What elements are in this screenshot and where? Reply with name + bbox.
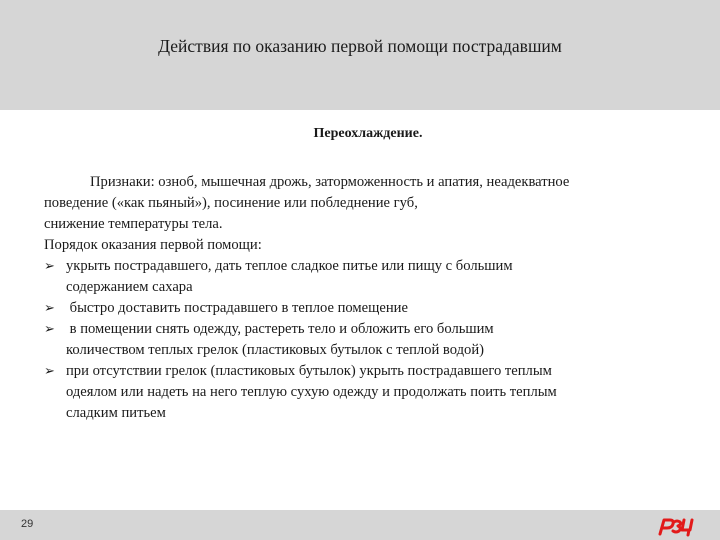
arrowhead-bullet-icon: ➢	[44, 259, 55, 274]
footer-band	[0, 510, 720, 540]
body-text	[44, 172, 714, 424]
signs-line: Признаки: озноб, мышечная дрожь, заторможенность и апатия, неадекватное	[90, 174, 570, 190]
page-number: 29	[21, 518, 34, 530]
arrowhead-bullet-icon: ➢	[44, 301, 55, 316]
bullet-item	[44, 298, 714, 319]
rzd-logo-icon	[656, 512, 698, 538]
bullet-item	[44, 256, 714, 298]
bullet-item	[44, 319, 714, 361]
bullet-line: при отсутствии грелок (пластиковых бутылок) укрыть пострадавшего теплым	[66, 363, 552, 379]
header-band	[0, 0, 720, 110]
signs-line: поведение («как пьяный»), посинение или побледнение губ,	[44, 195, 418, 211]
signs-line: снижение температуры тела.	[44, 216, 223, 232]
bullet-line: сладким питьем	[66, 405, 166, 421]
bullet-item	[44, 361, 714, 424]
arrowhead-bullet-icon: ➢	[44, 364, 55, 379]
bullet-line: в помещении снять одежду, растереть тело и обложить его большим	[66, 321, 494, 337]
section-subtitle: Переохлаждение.	[313, 126, 423, 141]
bullet-line: быстро доставить пострадавшего в теплое помещение	[66, 300, 408, 316]
bullet-line: содержанием сахара	[66, 279, 193, 295]
bullet-line: укрыть пострадавшего, дать теплое сладкое питье или пищу с большим	[66, 258, 513, 274]
slide-title: Действия по оказанию первой помощи пострадавшим	[158, 36, 562, 56]
bullet-line: одеялом или надеть на него теплую сухую одежду и продолжать поить теплым	[66, 384, 557, 400]
arrowhead-bullet-icon: ➢	[44, 322, 55, 337]
procedure-heading: Порядок оказания первой помощи:	[44, 237, 262, 253]
bullet-line: количеством теплых грелок (пластиковых бутылок с теплой водой)	[66, 342, 484, 358]
